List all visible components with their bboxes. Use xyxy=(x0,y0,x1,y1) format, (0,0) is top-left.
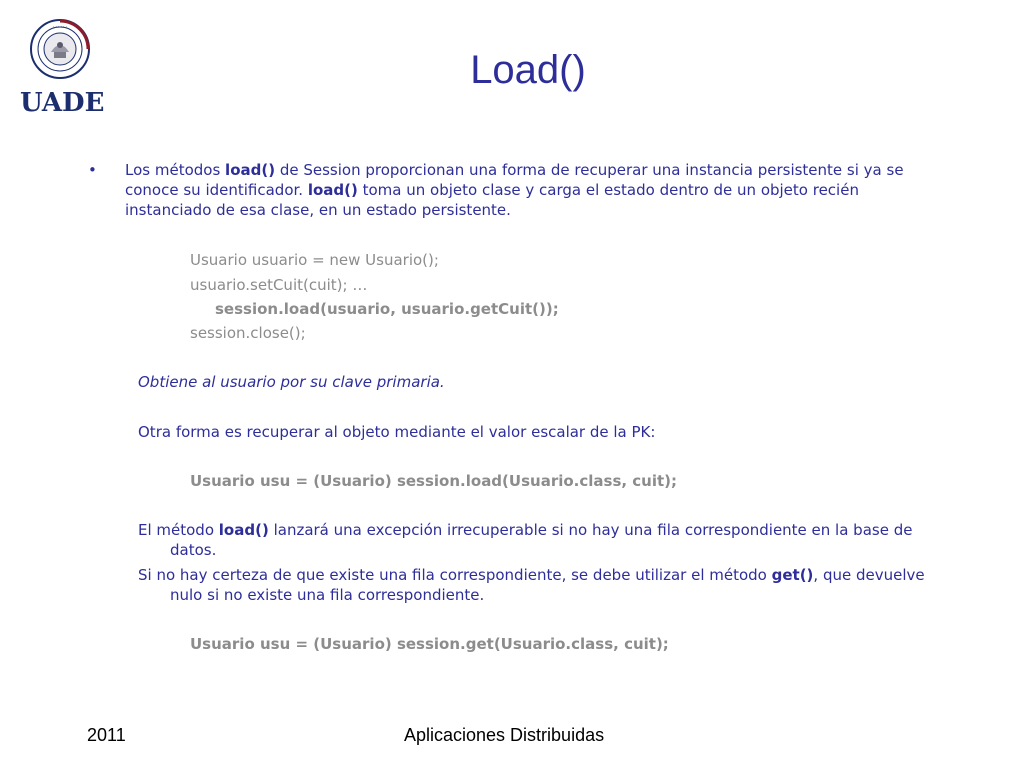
text-segment: Si no hay certeza de que existe una fila correspondiente, se debe utilizar el método xyxy=(138,566,772,584)
text-segment: conoce su identificador. xyxy=(125,181,308,199)
exception-line-1 xyxy=(138,520,912,540)
footer-year: 2011 xyxy=(87,725,126,745)
slide-title: Load() xyxy=(470,48,586,92)
code-get-class: Usuario usu = (Usuario) session.get(Usuario.class, cuit); xyxy=(190,635,669,653)
note-text: Obtiene al usuario por su clave primaria. xyxy=(138,373,445,391)
intro-line-1 xyxy=(125,160,904,180)
method-name: get() xyxy=(771,566,814,584)
footer-course: Aplicaciones Distribuidas xyxy=(404,725,605,745)
text-segment: toma un objeto clase y carga el estado dentro de un objeto recién xyxy=(357,181,859,199)
logo-text: UADE xyxy=(20,88,105,118)
code-line-2: usuario.setCuit(cuit); … xyxy=(190,276,368,294)
method-name: load() xyxy=(218,521,269,539)
exception-line-2: datos. xyxy=(170,541,217,559)
intro-line-2 xyxy=(125,180,859,200)
text-segment: , que devuelve xyxy=(813,566,925,584)
text-segment: El método xyxy=(138,521,219,539)
code-line-3: session.load(usuario, usuario.getCuit()); xyxy=(215,300,559,318)
text-segment: Los métodos xyxy=(125,161,226,179)
svg-text:· · · · · ·: · · · · · · xyxy=(53,24,67,29)
intro-line-3: instanciado de esa clase, en un estado persistente. xyxy=(125,201,511,219)
code-line-4: session.close(); xyxy=(190,324,306,342)
text-segment: de Session proporcionan una forma de recuperar una instancia persistente si ya se xyxy=(275,161,904,179)
code-line-1: Usuario usuario = new Usuario(); xyxy=(190,251,439,269)
get-line-2: nulo si no existe una fila correspondiente. xyxy=(170,586,485,604)
get-line-1 xyxy=(138,565,925,585)
alternative-intro: Otra forma es recuperar al objeto mediante el valor escalar de la PK: xyxy=(138,423,656,441)
method-name: load() xyxy=(225,161,276,179)
text-segment: lanzará una excepción irrecuperable si no hay una fila correspondiente en la base de xyxy=(268,521,913,539)
bullet-marker: • xyxy=(88,161,97,179)
method-name: load() xyxy=(307,181,358,199)
code-load-class: Usuario usu = (Usuario) session.load(Usuario.class, cuit); xyxy=(190,472,678,490)
